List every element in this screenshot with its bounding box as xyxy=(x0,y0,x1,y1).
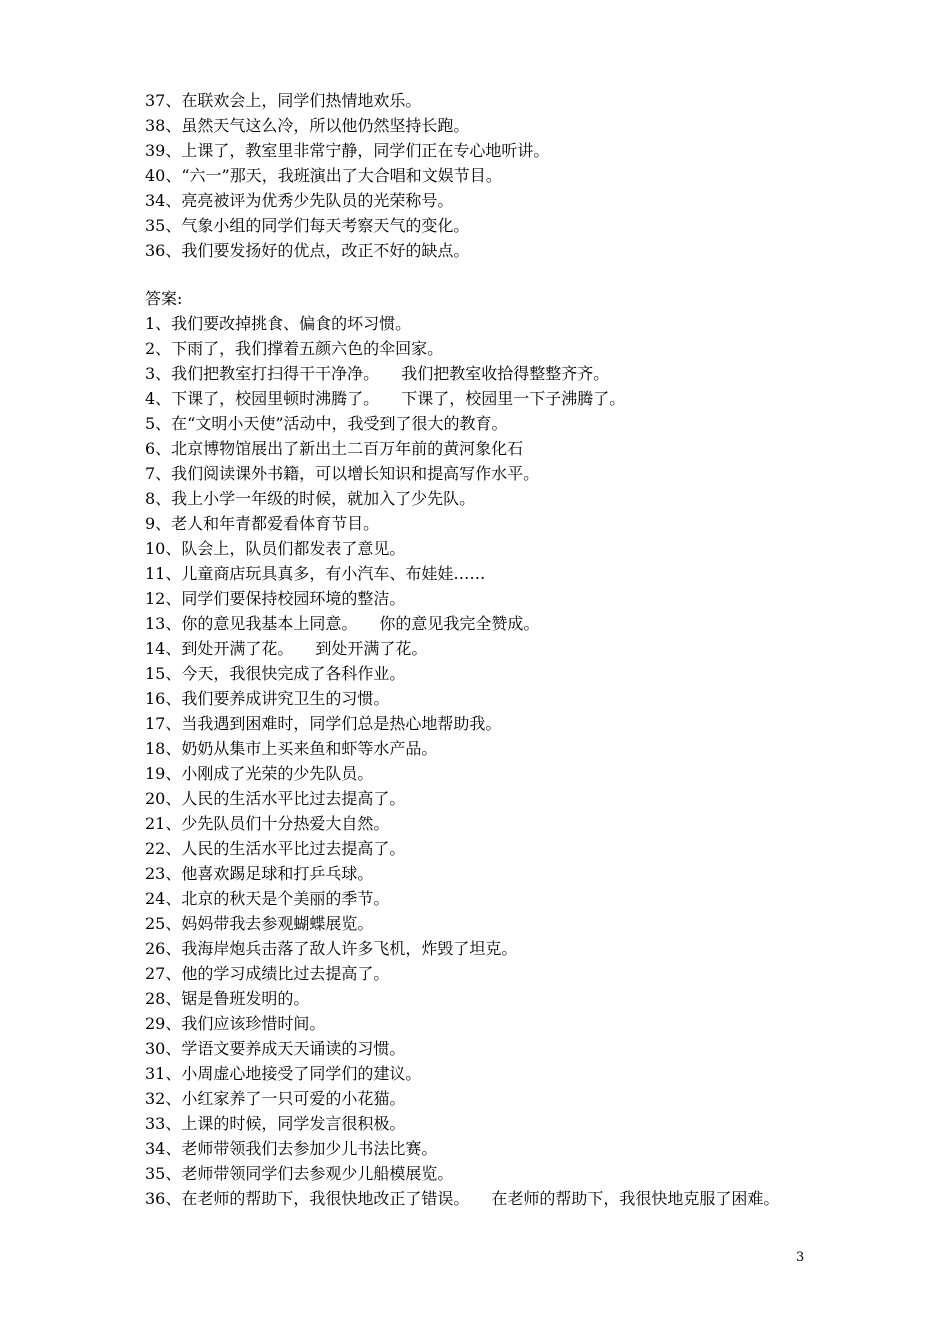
exercise-line: 39、上课了，教室里非常宁静，同学们正在专心地听讲。 xyxy=(145,141,550,160)
answer-alt-text: 到处开满了花。 xyxy=(315,639,428,658)
answer-line xyxy=(145,1136,825,1161)
answer-text: 36、在老师的帮助下，我很快地改正了错误。 xyxy=(145,1189,470,1208)
answer-line xyxy=(145,586,825,611)
answer-text: 22、人民的生活水平比过去提高了。 xyxy=(145,839,406,858)
answer-line xyxy=(145,611,825,636)
answer-text: 29、我们应该珍惜时间。 xyxy=(145,1014,326,1033)
answer-text: 35、老师带领同学们去参观少儿船模展览。 xyxy=(145,1164,454,1183)
answer-line xyxy=(145,411,825,436)
answer-text: 31、小周虚心地接受了同学们的建议。 xyxy=(145,1064,422,1083)
answer-line xyxy=(145,811,825,836)
answer-text: 5、在“文明小天使”活动中，我受到了很大的教育。 xyxy=(145,414,508,433)
answer-text: 16、我们要养成讲究卫生的习惯。 xyxy=(145,689,390,708)
answer-line xyxy=(145,686,825,711)
answer-text: 8、我上小学一年级的时候，就加入了少先队。 xyxy=(145,489,476,508)
answer-line xyxy=(145,386,825,411)
answer-line xyxy=(145,311,825,336)
exercise-line: 34、亮亮被评为优秀少先队员的光荣称号。 xyxy=(145,191,454,210)
answer-line xyxy=(145,1061,825,1086)
answer-text: 4、下课了，校园里顿时沸腾了。 xyxy=(145,389,380,408)
answer-line xyxy=(145,661,825,686)
answer-alt-text: 下课了，校园里一下子沸腾了。 xyxy=(401,389,626,408)
answer-line xyxy=(145,786,825,811)
answer-line xyxy=(145,986,825,1011)
answer-line xyxy=(145,486,825,511)
answer-section xyxy=(145,286,825,1211)
answer-line xyxy=(145,936,825,961)
answer-text: 26、我海岸炮兵击落了敌人许多飞机，炸毁了坦克。 xyxy=(145,939,518,958)
answer-text: 30、学语文要养成天天诵读的习惯。 xyxy=(145,1039,406,1058)
answer-text: 11、儿童商店玩具真多，有小汽车、布娃娃…… xyxy=(145,564,486,583)
exercise-line: 36、我们要发扬好的优点，改正不好的缺点。 xyxy=(145,241,470,260)
answer-text: 18、奶奶从集市上买来鱼和虾等水产品。 xyxy=(145,739,438,758)
answer-line xyxy=(145,636,825,661)
answer-text: 34、老师带领我们去参加少儿书法比赛。 xyxy=(145,1139,438,1158)
answer-line xyxy=(145,1186,825,1211)
answer-text: 1、我们要改掉挑食、偏食的坏习惯。 xyxy=(145,314,412,333)
answer-text: 13、你的意见我基本上同意。 xyxy=(145,614,358,633)
answer-line xyxy=(145,461,825,486)
answer-text: 6、北京博物馆展出了新出土二百万年前的黄河象化石 xyxy=(145,439,524,458)
answer-text: 33、上课的时候，同学发言很积极。 xyxy=(145,1114,406,1133)
answer-text: 25、妈妈带我去参观蝴蝶展览。 xyxy=(145,914,374,933)
answer-text: 7、我们阅读课外书籍，可以增长知识和提高写作水平。 xyxy=(145,464,540,483)
answer-text: 21、少先队员们十分热爱大自然。 xyxy=(145,814,390,833)
answer-text: 2、下雨了，我们撑着五颜六色的伞回家。 xyxy=(145,339,444,358)
answer-alt-text: 我们把教室收拾得整整齐齐。 xyxy=(401,364,610,383)
answer-line xyxy=(145,336,825,361)
answer-line xyxy=(145,1086,825,1111)
answer-text: 15、今天，我很快完成了各科作业。 xyxy=(145,664,406,683)
exercise-list xyxy=(145,88,825,263)
answer-text: 32、小红家养了一只可爱的小花猫。 xyxy=(145,1089,406,1108)
answer-line xyxy=(145,436,825,461)
answer-line xyxy=(145,361,825,386)
answer-line xyxy=(145,561,825,586)
answer-text: 3、我们把教室打扫得干干净净。 xyxy=(145,364,380,383)
answer-line xyxy=(145,536,825,561)
answer-line xyxy=(145,1161,825,1186)
exercise-line: 40、“六一”那天，我班演出了大合唱和文娱节目。 xyxy=(145,166,502,185)
answer-text: 20、人民的生活水平比过去提高了。 xyxy=(145,789,406,808)
answer-line xyxy=(145,1036,825,1061)
answer-text: 14、到处开满了花。 xyxy=(145,639,294,658)
answer-list xyxy=(145,311,825,1211)
answer-line xyxy=(145,711,825,736)
answer-heading: 答案: xyxy=(145,289,183,308)
answer-text: 9、老人和年青都爱看体育节目。 xyxy=(145,514,380,533)
answer-line xyxy=(145,961,825,986)
answer-text: 12、同学们要保持校园环境的整洁。 xyxy=(145,589,406,608)
answer-text: 28、锯是鲁班发明的。 xyxy=(145,989,310,1008)
answer-line xyxy=(145,511,825,536)
answer-line xyxy=(145,886,825,911)
answer-text: 17、当我遇到困难时，同学们总是热心地帮助我。 xyxy=(145,714,502,733)
answer-text: 10、队会上，队员们都发表了意见。 xyxy=(145,539,406,558)
answer-line xyxy=(145,911,825,936)
answer-line xyxy=(145,1011,825,1036)
answer-line xyxy=(145,861,825,886)
exercise-line: 38、虽然天气这么冷，所以他仍然坚持长跑。 xyxy=(145,116,470,135)
exercise-line: 35、气象小组的同学们每天考察天气的变化。 xyxy=(145,216,470,235)
answer-line xyxy=(145,761,825,786)
answer-alt-text: 你的意见我完全赞成。 xyxy=(379,614,540,633)
answer-line xyxy=(145,836,825,861)
answer-line xyxy=(145,736,825,761)
answer-text: 23、他喜欢踢足球和打乒乓球。 xyxy=(145,864,374,883)
answer-alt-text: 在老师的帮助下，我很快地克服了困难。 xyxy=(491,1189,780,1208)
page-number: 3 xyxy=(796,1250,805,1265)
answer-text: 24、北京的秋天是个美丽的季节。 xyxy=(145,889,390,908)
exercise-line: 37、在联欢会上，同学们热情地欢乐。 xyxy=(145,91,422,110)
answer-line xyxy=(145,1111,825,1136)
answer-text: 19、小刚成了光荣的少先队员。 xyxy=(145,764,374,783)
answer-text: 27、他的学习成绩比过去提高了。 xyxy=(145,964,390,983)
